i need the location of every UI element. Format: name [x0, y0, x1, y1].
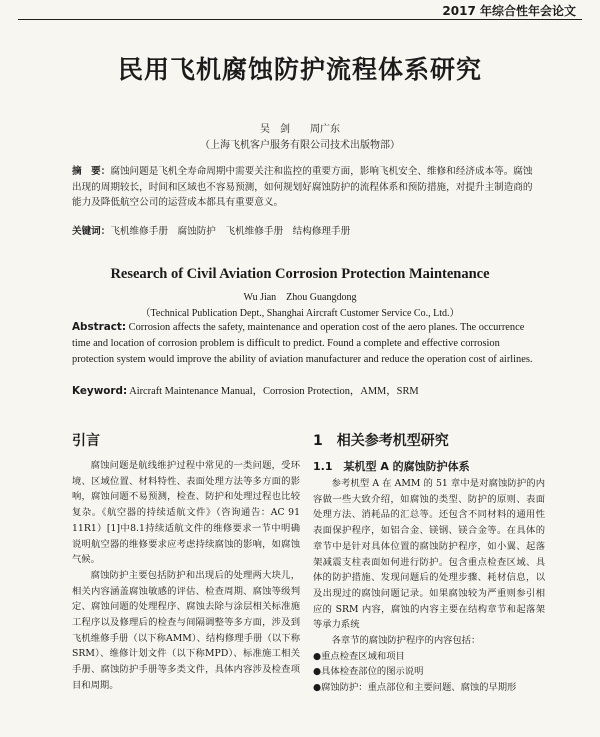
ref-bullet: ●具体检查部位的图示说明	[313, 666, 424, 678]
paper-title-cn: 民用飞机腐蚀防护流程体系研究	[117, 55, 482, 84]
journal-header: 2017 年综合性年会论文	[442, 4, 576, 18]
abstract-en-label: Abstract:	[72, 321, 127, 333]
keywords-en	[72, 384, 542, 400]
affiliation-en: （Technical Publication Dept., Shanghai Aircraft Customer Service Co., Ltd.）	[140, 308, 460, 319]
section-ref-body	[313, 476, 545, 696]
ref-bullet: ●腐蚀防护：重点部位和主要问题、腐蚀的早期形	[313, 682, 517, 694]
ref-paragraph: 参考机型 A 在 AMM 的 51 章中是对腐蚀防护的内容做一些大致介绍，如腐蚀的类型、防护的原则、表面处理方法、消耗品的汇总等。还包含不同材料的通用性表面保护程序，如铝合金、镁钢、镁合金等。在具体的章节中是针对具体位置的腐蚀防护程序，如小翼、起落架减震支柱表面如何进行防护。包含重点检查区域、具体的防护措施、发现问题后的处理步骤、耗材信息，以及出现过的腐蚀问题记录。如果腐蚀较为严重则参引相应的 SRM 内容，腐蚀的内容主要在结构章节和起落架等承力系统	[313, 478, 545, 631]
section-intro-body	[72, 458, 300, 694]
abstract-cn-label: 摘 要：	[72, 166, 111, 177]
abstract-cn	[72, 164, 542, 211]
abstract-en	[72, 320, 542, 367]
ref-bullet: ●重点检查区域和项目	[313, 650, 405, 662]
paper-title-en: Research of Civil Aviation Corrosion Protection Maintenance	[110, 266, 490, 282]
abstract-cn-text: 腐蚀问题是飞机全寿命周期中需要关注和监控的重要方面，影响飞机安全、维修和经济成本等。腐蚀出现的周期较长，时间和区域也不容易预测，如何规划好腐蚀防护的流程体系和预防措施，对提升主制造商的能力及降低航空公司的运营成本都具有重要意义。	[72, 166, 533, 208]
section-intro-heading: 引言	[72, 433, 100, 449]
header-rule	[18, 19, 582, 20]
keywords-cn	[72, 224, 542, 240]
abstract-en-text: Corrosion affects the safety, maintenance and operation cost of the aero planes. The occurrence time and location of corrosion problem is difficult to predict. Found a complete and effective corrosion protection system would improve the ability of aviation manufacturer and reduce the operation cost of airlines.	[72, 322, 533, 365]
keywords-en-label: Keyword:	[72, 385, 128, 397]
authors-en: Wu Jian Zhou Guangdong	[243, 292, 357, 303]
section-ref-heading: 1 相关参考机型研究	[313, 433, 449, 449]
section-ref-subheading: 1.1 某机型 A 的腐蚀防护体系	[313, 460, 470, 473]
ref-paragraph: 各章节的腐蚀防护程序的内容包括：	[331, 635, 481, 647]
keywords-en-text: Aircraft Maintenance Manual，Corrosion Protection，AMM，SRM	[129, 386, 419, 397]
authors-cn: 吴 剑 周广东	[260, 124, 340, 135]
intro-paragraph: 腐蚀问题是航线维护过程中常见的一类问题，受环境、区域位置、材料特性、表面处理方法等多方面的影响，腐蚀问题不易预测，检查、防护和处理过程也比较复杂。《航空器的持续适航文件》（咨询通告：AC 91 11R1）[1]中8.1持续适航文件的维修要求一节中明确说明航空器的维修要求应考虑持续腐蚀的影响，如腐蚀气候。	[72, 460, 300, 566]
keywords-cn-label: 关键词：	[72, 226, 111, 237]
intro-paragraph: 腐蚀防护主要包括防护和出现后的处理两大块儿，相关内容涵盖腐蚀敏感的评估、检查周期、腐蚀等级判定、腐蚀问题的处理程序、腐蚀去除与涂层相关标准施工程序以及修理后的检查与间隔调整等多方面，涉及到飞机维修手册（以下称AMM）、结构修理手册（以下称SRM）、维修计划文件（以下称MPD）、标准施工相关手册、腐蚀防护手册等多类文件，具体内容涉及检查项目和周期。	[72, 569, 300, 691]
keywords-cn-text: 飞机维修手册 腐蚀防护 飞机维修手册 结构修理手册	[110, 226, 351, 237]
affiliation-cn: （上海飞机客户服务有限公司技术出版物部）	[200, 140, 400, 151]
